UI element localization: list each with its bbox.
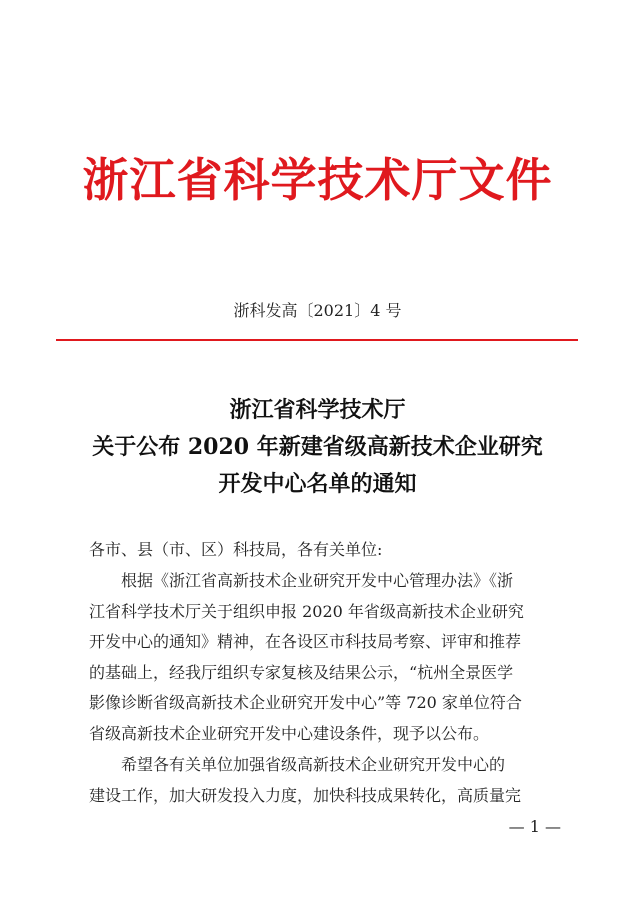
- body-text-line: 省级高新技术企业研究开发中心建设条件，现予以公布。: [89, 723, 490, 743]
- body-text-line: 希望各有关单位加强省级高新技术企业研究开发中心的: [121, 755, 506, 774]
- body-paragraph-2: [89, 750, 554, 811]
- notice-title-line: 开发中心名单的通知: [218, 471, 417, 497]
- addressee-line: 各市、县（市、区）科技局，各有关单位:: [89, 540, 383, 559]
- body-text-line: 建设工作，加大研发投入力度，加快科技成果转化，高质量完: [89, 785, 522, 805]
- page-number: — 1 —: [508, 817, 561, 836]
- notice-title-line: 浙江省科学技术厅: [229, 397, 406, 423]
- body-paragraph-1: [89, 566, 554, 750]
- body-text-line: 根据《浙江省高新技术企业研究开发中心管理办法》《浙: [121, 571, 514, 590]
- notice-title: [0, 392, 635, 503]
- red-divider-rule: [56, 339, 578, 341]
- issuing-authority-header: 浙江省科学技术厅文件: [82, 153, 553, 207]
- document-number: 浙科发高〔2021〕4 号: [233, 301, 402, 320]
- body-text-line: 开发中心的通知》精神，在各设区市科技局考察、评审和推荐: [89, 632, 522, 652]
- body-text-line: 影像诊断省级高新技术企业研究开发中心”等 720 家单位符合: [89, 693, 522, 713]
- body-text-line: 江省科学技术厅关于组织申报 2020 年省级高新技术企业研究: [89, 601, 524, 621]
- notice-title-line: 关于公布 2020 年新建省级高新技术企业研究: [92, 434, 543, 460]
- body-text-line: 的基础上，经我厅组织专家复核及结果公示，“杭州全景医学: [89, 662, 514, 682]
